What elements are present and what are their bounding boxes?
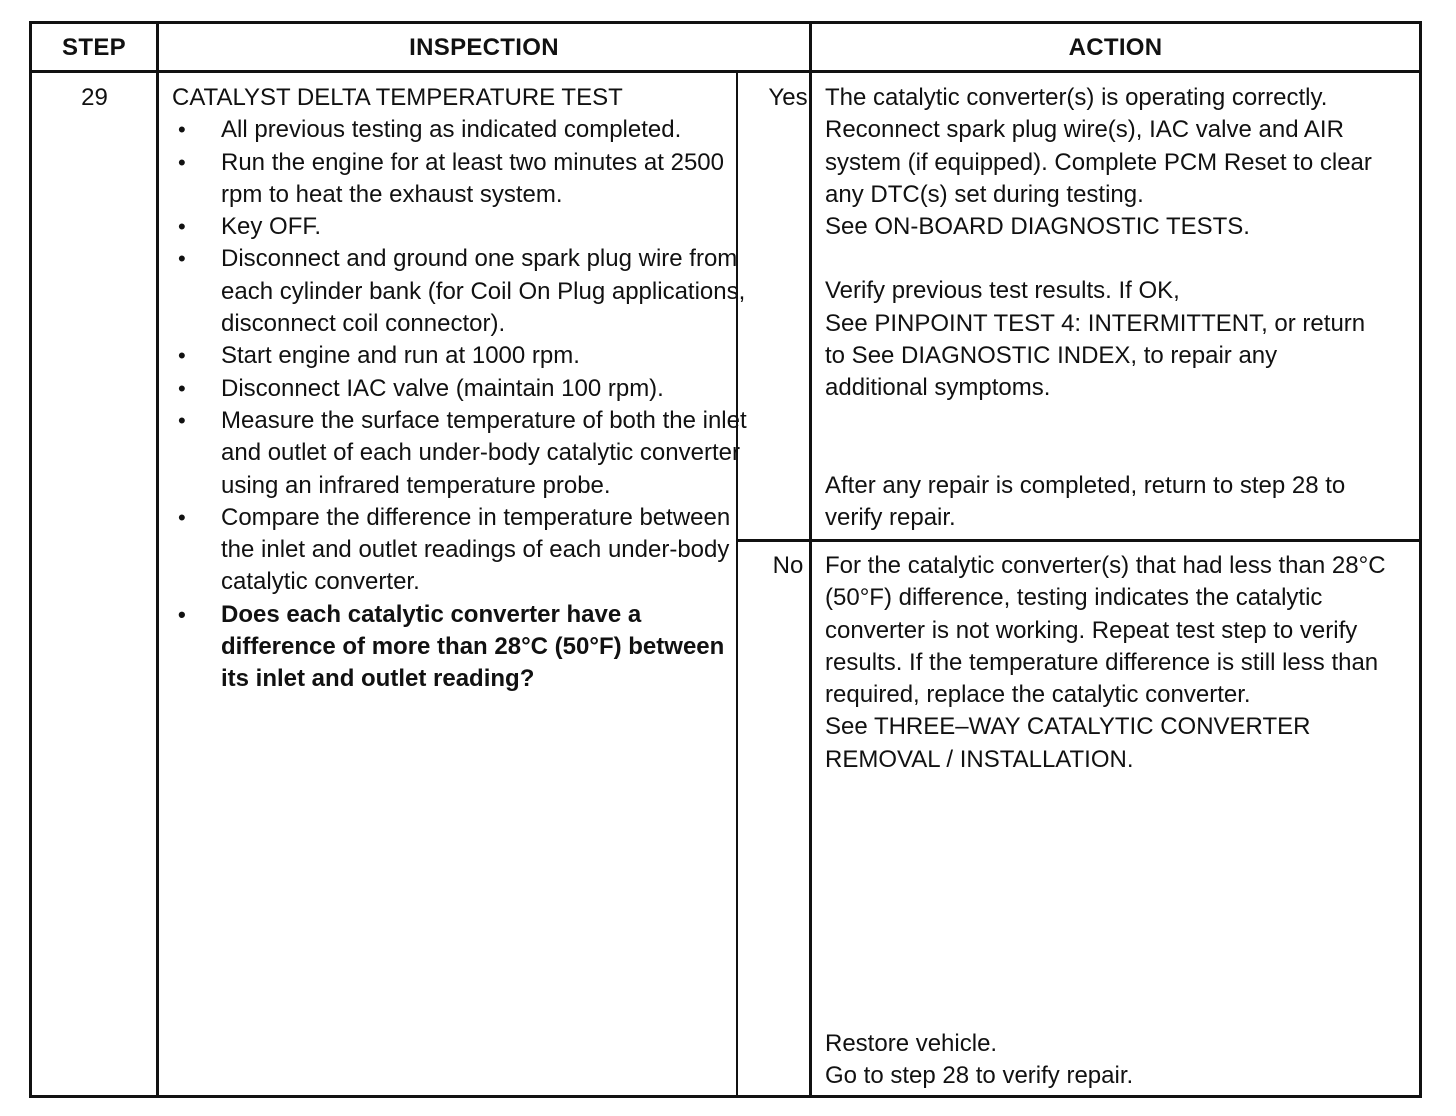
- bullet-item: • Disconnect IAC valve (maintain 100 rpm).: [172, 373, 747, 405]
- answer-yes-label: Yes: [768, 84, 808, 111]
- answer-no-label: No: [772, 552, 804, 579]
- bullet-item: • Run the engine for at least two minutes at 2500 rpm to heat the exhaust system.: [172, 147, 747, 212]
- divider-step-inspection: [156, 24, 159, 1095]
- header-step: STEP: [62, 34, 126, 61]
- bullet-item: • Compare the difference in temperature between the inlet and outlet readings of each under-body catalytic converter.: [172, 502, 747, 599]
- yes-action-text: The catalytic converter(s) is operating correctly. Reconnect spark plug wire(s), IAC valve and AIR system (if equipped). Complete PCM Reset to clear any DTC(s) set during testing.: [825, 84, 1372, 208]
- bullet-item: • Start engine and run at 1000 rpm.: [172, 340, 747, 372]
- step-number: 29: [81, 84, 108, 111]
- inspection-bullets: [172, 114, 747, 695]
- no-action-goto: Go to step 28 to verify repair.: [825, 1062, 1134, 1089]
- no-action-text: For the catalytic converter(s) that had less than 28°C (50°F) difference, testing indicates the catalytic converter is not working. Repeat test step to verify results. If the temperature difference is still less than required, replace the catalytic converter.: [825, 552, 1386, 709]
- yes-action-after-repair: After any repair is completed, return to step 28 to verify repair.: [825, 472, 1346, 532]
- inspection-question: • Does each catalytic converter have a difference of more than 28°C (50°F) between its inlet and outlet reading?: [172, 599, 747, 696]
- yes-action-reference: See ON-BOARD DIAGNOSTIC TESTS.: [825, 213, 1250, 241]
- diagnostic-table: [29, 21, 1422, 1098]
- header-inspection: INSPECTION: [409, 34, 559, 61]
- inspection-title: CATALYST DELTA TEMPERATURE TEST: [172, 84, 623, 111]
- bullet-item: • All previous testing as indicated completed.: [172, 114, 747, 146]
- no-action-cell: [825, 550, 1415, 1089]
- bullet-item: • Key OFF.: [172, 211, 747, 243]
- bullet-item: • Disconnect and ground one spark plug wire from each cylinder bank (for Coil On Plug applications, disconnect coil connector).: [172, 243, 747, 340]
- yes-action-cell: [825, 82, 1415, 532]
- yes-no-divider: [738, 539, 1419, 542]
- yes-action-verify: Verify previous test results. If OK,: [825, 277, 1180, 305]
- no-action-restore: Restore vehicle.: [825, 1030, 998, 1057]
- header-action: ACTION: [1068, 34, 1163, 61]
- no-action-reference: See THREE–WAY CATALYTIC CONVERTER REMOVAL / INSTALLATION.: [825, 713, 1311, 773]
- bullet-item: • Measure the surface temperature of both the inlet and outlet of each under-body catalytic converter using an infrared temperature probe.: [172, 405, 747, 502]
- inspection-cell: [172, 82, 747, 696]
- yes-action-pinpoint: See PINPOINT TEST 4: INTERMITTENT, or return to See DIAGNOSTIC INDEX, to repair any additional symptoms.: [825, 309, 1366, 402]
